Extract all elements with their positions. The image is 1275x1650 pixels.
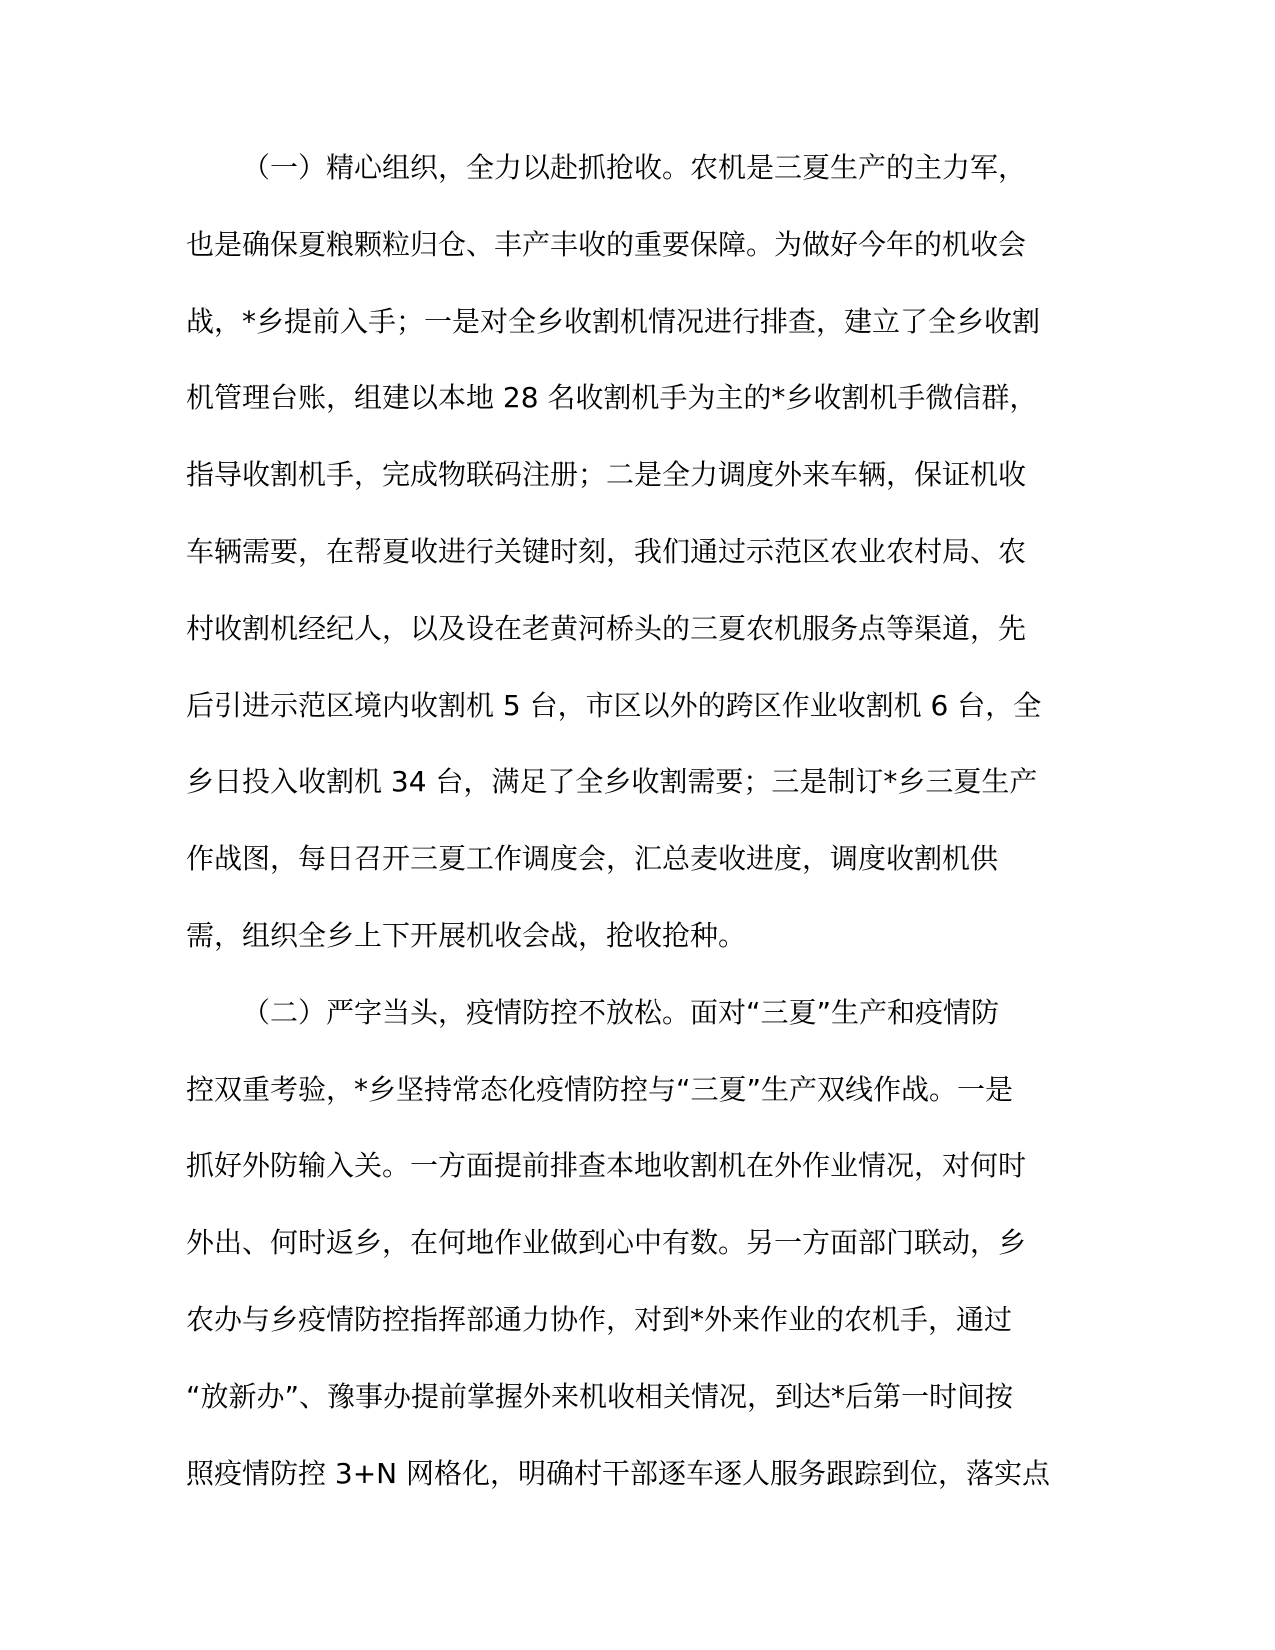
- text-line: “放新办”、豫事办提前掌握外来机收相关情况，到达*后第一时间按: [186, 1379, 1014, 1413]
- text-line: （一）精心组织，全力以赴抓抢收。农机是三夏生产的主力军，: [242, 151, 1027, 184]
- text-line: 车辆需要，在帮夏收进行关键时刻，我们通过示范区农业农村局、农: [186, 534, 1027, 568]
- text-line: 外出、何时返乡，在何地作业做到心中有数。另一方面部门联动，乡: [186, 1226, 1027, 1260]
- text-line: 也是确保夏粮颗粒归仓、丰产丰收的重要保障。为做好今年的机收会: [186, 227, 1027, 261]
- text-line: 村收割机经纪人，以及设在老黄河桥头的三夏农机服务点等渠道，先: [186, 611, 1027, 645]
- paragraph-1: [186, 130, 1086, 975]
- text-line: 控双重考验，*乡坚持常态化疫情防控与“三夏”生产双线作战。一是: [186, 1072, 1014, 1106]
- text-line: 乡日投入收割机 34 台，满足了全乡收割需要；三是制订*乡三夏生产: [186, 765, 1038, 799]
- text-line: 需，组织全乡上下开展机收会战，抢收抢种。: [186, 918, 747, 952]
- text-line: 作战图，每日召开三夏工作调度会，汇总麦收进度，调度收割机供: [186, 842, 999, 876]
- text-line: 战，*乡提前入手；一是对全乡收割机情况进行排查，建立了全乡收割: [186, 304, 1041, 338]
- text-line: 指导收割机手，完成物联码注册；二是全力调度外来车辆，保证机收: [186, 458, 1027, 492]
- text-line: 后引进示范区境内收割机 5 台，市区以外的跨区作业收割机 6 台，全: [186, 688, 1042, 722]
- text-line: 照疫情防控 3+N 网格化，明确村干部逐车逐人服务跟踪到位，落实点: [186, 1456, 1051, 1490]
- paragraph-2: [186, 975, 1086, 1513]
- text-line: （二）严字当头，疫情防控不放松。面对“三夏”生产和疫情防: [242, 995, 1000, 1029]
- text-line: 抓好外防输入关。一方面提前排查本地收割机在外作业情况，对何时: [186, 1149, 1027, 1183]
- text-line: 农办与乡疫情防控指挥部通力协作，对到*外来作业的农机手，通过: [186, 1302, 1013, 1336]
- text-line: 机管理台账，组建以本地 28 名收割机手为主的*乡收割机手微信群，: [186, 381, 1038, 415]
- document-body: [186, 130, 1086, 1512]
